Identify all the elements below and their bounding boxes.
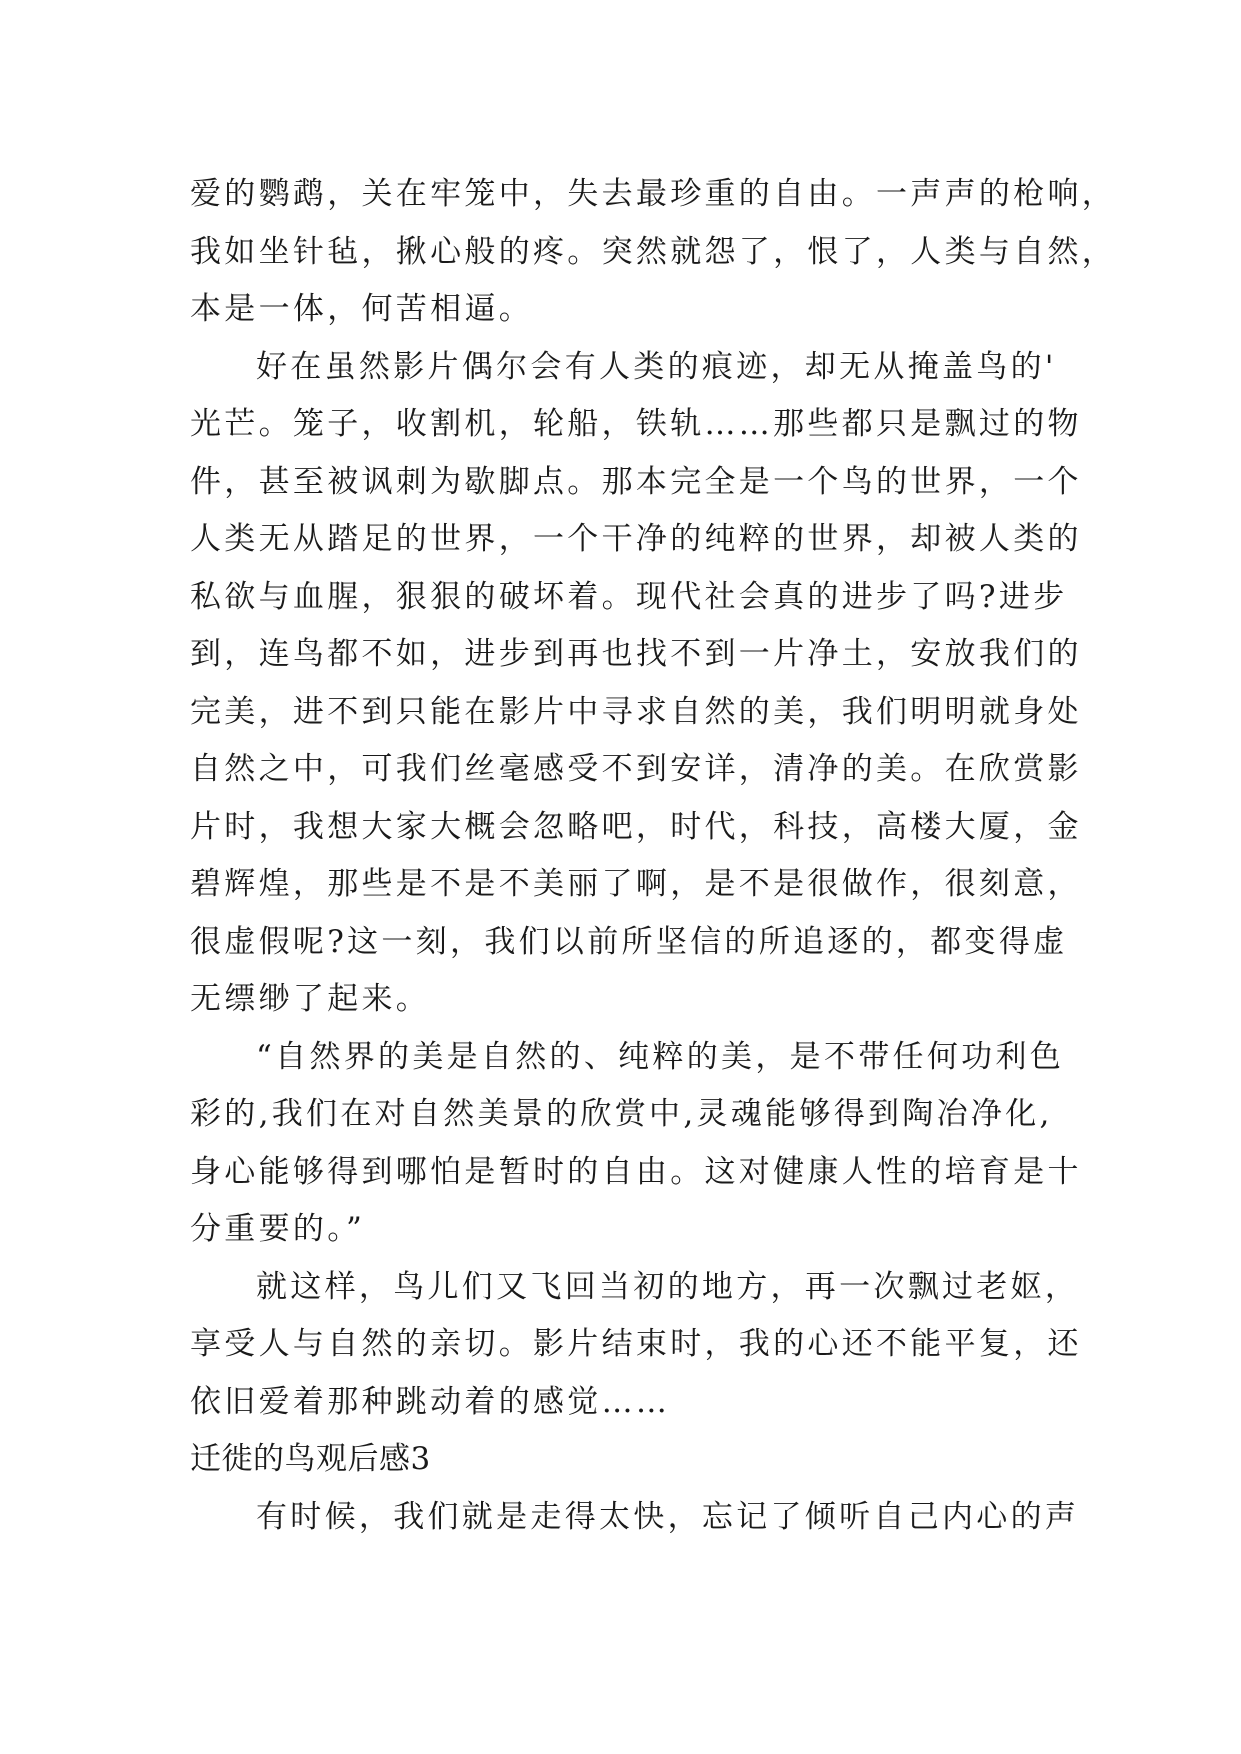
text-line: 人类无从踏足的世界，一个干净的纯粹的世界，却被人类的 [190, 521, 1082, 557]
text-line: 碧辉煌，那些是不是不美丽了啊，是不是很做作，很刻意， [190, 866, 1082, 902]
text-line: 自然之中，可我们丝毫感受不到安详，清净的美。在欣赏影 [190, 751, 1082, 787]
quote-start-line: “自然界的美是自然的、纯粹的美，是不带任何功利色 [256, 1038, 1065, 1075]
text-line: 无缥缈了起来。 [190, 981, 431, 1017]
section-heading: 迁徙的鸟观后感3 [190, 1441, 431, 1477]
text-line: 身心能够得到哪怕是暂时的自由。这对健康人性的培育是十 [190, 1153, 1082, 1190]
text-line: 分重要的。” [190, 1211, 366, 1247]
text-line: 私欲与血腥，狠狠的破坏着。现代社会真的进步了吗?进步 [190, 578, 1068, 615]
article-body [190, 166, 1117, 1546]
paragraph-start-line: 好在虽然影片偶尔会有人类的痕迹，却无从掩盖鸟的' [256, 348, 1057, 385]
paragraph-start-line: 就这样，鸟儿们又飞回当初的地方，再一次飘过老妪， [256, 1268, 1080, 1305]
text-line: 本是一体，何苦相逼。 [190, 291, 533, 327]
text-line: 光芒。笼子，收割机，轮船，铁轨……那些都只是飘过的物 [190, 406, 1082, 442]
text-line: 片时，我想大家大概会忽略吧，时代，科技，高楼大厦，金 [190, 808, 1082, 845]
text-line: 到，连鸟都不如，进步到再也找不到一片净土，安放我们的 [190, 636, 1082, 672]
text-line: 很虚假呢?这一刻，我们以前所坚信的所追逐的，都变得虚 [190, 923, 1068, 960]
paragraph-start-line: 有时候，我们就是走得太快，忘记了倾听自己内心的声 [256, 1498, 1080, 1535]
text-line: 件，甚至被讽刺为歇脚点。那本完全是一个鸟的世界，一个 [190, 463, 1082, 500]
text-line: 我如坐针毡，揪心般的疼。突然就怨了，恨了，人类与自然， [190, 233, 1117, 270]
text-line: 完美，进不到只能在影片中寻求自然的美，我们明明就身处 [190, 693, 1082, 730]
text-line: 享受人与自然的亲切。影片结束时，我的心还不能平复，还 [190, 1326, 1082, 1362]
text-line: 爱的鹦鹉，关在牢笼中，失去最珍重的自由。一声声的枪响， [190, 176, 1117, 212]
text-line: 彩的,我们在对自然美景的欣赏中,灵魂能够得到陶冶净化, [190, 1096, 1053, 1132]
text-line: 依旧爱着那种跳动着的感觉…… [190, 1383, 671, 1420]
